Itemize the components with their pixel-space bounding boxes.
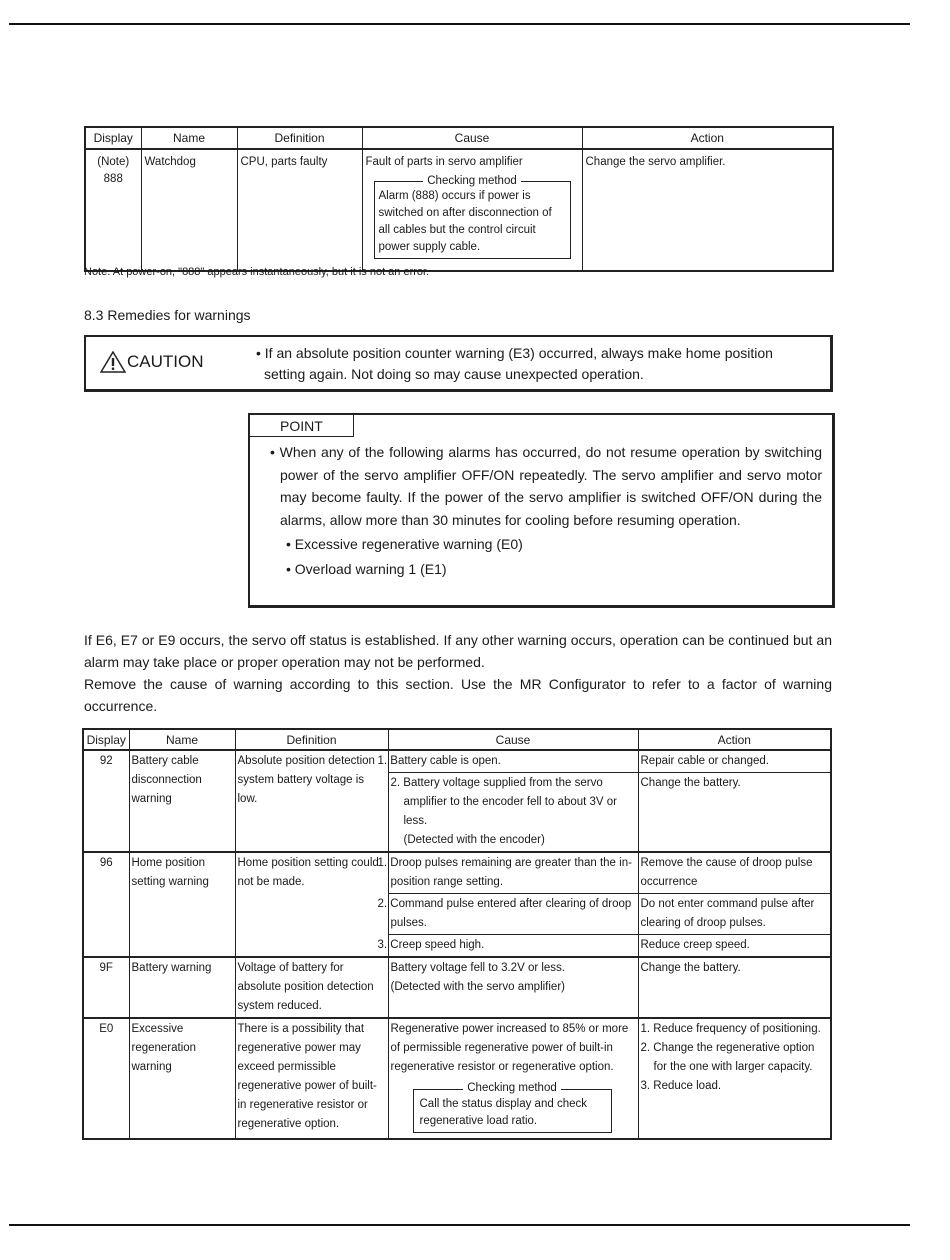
point-text: • When any of the following alarms has occurred, do not resume operation by switching power of the servo amplifier OFF/ON repeatedly. The servo amplifier and servo motor may become faulty. If the power of the servo amplifier is switched OFF/ON during the alarms, allow more than 30 minutes for cooling before resuming operation. xyxy=(270,444,822,528)
caution-label: CAUTION xyxy=(127,352,204,371)
cell-action: Change the servo amplifier. xyxy=(582,149,833,271)
point-item-e1: • Overload warning 1 (E1) xyxy=(286,560,447,577)
header-cause: Cause xyxy=(362,127,582,149)
table-row xyxy=(83,957,831,1018)
caution-text xyxy=(256,343,822,385)
cell-cause xyxy=(388,773,638,853)
table-header-row xyxy=(85,127,833,149)
caution-text-line1: • If an absolute position counter warning (E3) occurred, always make home position xyxy=(256,345,773,361)
cell-display xyxy=(85,149,141,271)
header-name: Name xyxy=(141,127,237,149)
table-row xyxy=(85,149,833,271)
warning-triangle-icon xyxy=(100,351,126,373)
header-action: Action xyxy=(638,729,831,750)
cell-name: Watchdog xyxy=(141,149,237,271)
caution-heading xyxy=(100,351,204,373)
cell-cause: 1. Droop pulses remaining are greater than the in-position range setting. xyxy=(388,852,638,894)
header-name: Name xyxy=(129,729,235,750)
cell-definition: There is a possibility that regenerative power may exceed permissible regenerative power of built-in regenerative resistor or regenerative option. xyxy=(235,1018,388,1139)
header-cause: Cause xyxy=(388,729,638,750)
cause-extra: (Detected with the encoder) xyxy=(403,834,545,846)
caution-box xyxy=(84,335,833,392)
action-item: 1. Reduce frequency of positioning. xyxy=(640,1023,821,1035)
header-action: Action xyxy=(582,127,833,149)
cell-cause xyxy=(388,1018,638,1139)
warning-table xyxy=(82,728,832,1140)
cell-definition: Absolute position detection system battery voltage is low. xyxy=(235,750,388,852)
cell-definition: CPU, parts faulty xyxy=(237,149,362,271)
alarm-table-watchdog xyxy=(84,126,834,272)
cell-cause xyxy=(362,149,582,271)
cause-text: Regenerative power increased to 85% or more of permissible regenerative power of built-in regenerative resistor or regenerative option. xyxy=(390,1023,629,1073)
header-definition: Definition xyxy=(235,729,388,750)
cell-action: Change the battery. xyxy=(638,773,831,853)
checking-method-box xyxy=(374,175,571,259)
cell-action: Change the battery. xyxy=(638,957,831,1018)
action-item: 2. Change the regenerative option for the one with larger capacity. xyxy=(640,1042,815,1073)
cell-action: Do not enter command pulse after clearing of droop pulses. xyxy=(638,894,831,935)
checking-method-label: Checking method xyxy=(463,1082,561,1094)
table-note: Note. At power-on, "888" appears instantaneously, but it is not an error. xyxy=(84,266,430,278)
cell-definition: Voltage of battery for absolute position detection system reduced. xyxy=(235,957,388,1018)
cell-cause: 2. Command pulse entered after clearing of droop pulses. xyxy=(388,894,638,935)
cause-text: 2. Battery voltage supplied from the servo amplifier to the encoder fell to about 3V or less. xyxy=(390,777,618,827)
checking-method-text: Alarm (888) occurs if power is switched on after disconnection of all cables but the control circuit power supply cable. xyxy=(378,190,552,253)
cell-cause: 1. Battery cable is open. xyxy=(388,750,638,773)
cell-display: 9F xyxy=(83,957,129,1018)
page-top-rule xyxy=(9,23,910,25)
page-bottom-rule xyxy=(9,1224,910,1226)
cell-name: Battery cable disconnection warning xyxy=(129,750,235,852)
section-title: 8.3 Remedies for warnings xyxy=(84,307,251,323)
table-row xyxy=(83,1018,831,1139)
cell-display: 96 xyxy=(83,852,129,957)
paragraph-remove-cause: Remove the cause of warning according to this section. Use the MR Configurator to refer to a factor of warning occurrence. xyxy=(84,676,832,714)
caution-text-line2: setting again. Not doing so may cause unexpected operation. xyxy=(264,366,644,382)
checking-method-text: Call the status display and check regenerative load ratio. xyxy=(419,1098,587,1127)
cell-definition: Home position setting could not be made. xyxy=(235,852,388,957)
cause-text: Fault of parts in servo amplifier xyxy=(365,156,523,168)
action-item: 3. Reduce load. xyxy=(640,1080,722,1092)
cell-action: Reduce creep speed. xyxy=(638,935,831,958)
table-row xyxy=(83,750,831,773)
cell-name: Battery warning xyxy=(129,957,235,1018)
table-row xyxy=(83,852,831,894)
checking-method-box xyxy=(413,1082,612,1133)
point-item-e0: • Excessive regenerative warning (E0) xyxy=(286,536,523,552)
cell-name: Excessive regeneration warning xyxy=(129,1018,235,1139)
cell-name: Home position setting warning xyxy=(129,852,235,957)
cell-display: E0 xyxy=(83,1018,129,1139)
point-label: POINT xyxy=(250,415,354,437)
cell-action: Repair cable or changed. xyxy=(638,750,831,773)
cell-action xyxy=(638,1018,831,1139)
point-box xyxy=(248,413,835,608)
cell-display: 92 xyxy=(83,750,129,852)
checking-method-label: Checking method xyxy=(423,175,521,187)
header-display: Display xyxy=(85,127,141,149)
cell-cause xyxy=(388,957,638,1018)
cause-text: Battery voltage fell to 3.2V or less. xyxy=(390,962,566,974)
point-body xyxy=(268,441,822,580)
table-header-row xyxy=(83,729,831,750)
display-code: 888 xyxy=(103,173,123,185)
paragraph-servo-off: If E6, E7 or E9 occurs, the servo off status is established. If any other warning occurs, operation can be continued but an alarm may take place or proper operation may not be performed. xyxy=(84,632,832,670)
header-display: Display xyxy=(83,729,129,750)
cause-extra: (Detected with the servo amplifier) xyxy=(390,981,565,993)
cell-action: Remove the cause of droop pulse occurrence xyxy=(638,852,831,894)
display-note: (Note) xyxy=(97,156,130,168)
cell-cause: 3. Creep speed high. xyxy=(388,935,638,958)
header-definition: Definition xyxy=(237,127,362,149)
